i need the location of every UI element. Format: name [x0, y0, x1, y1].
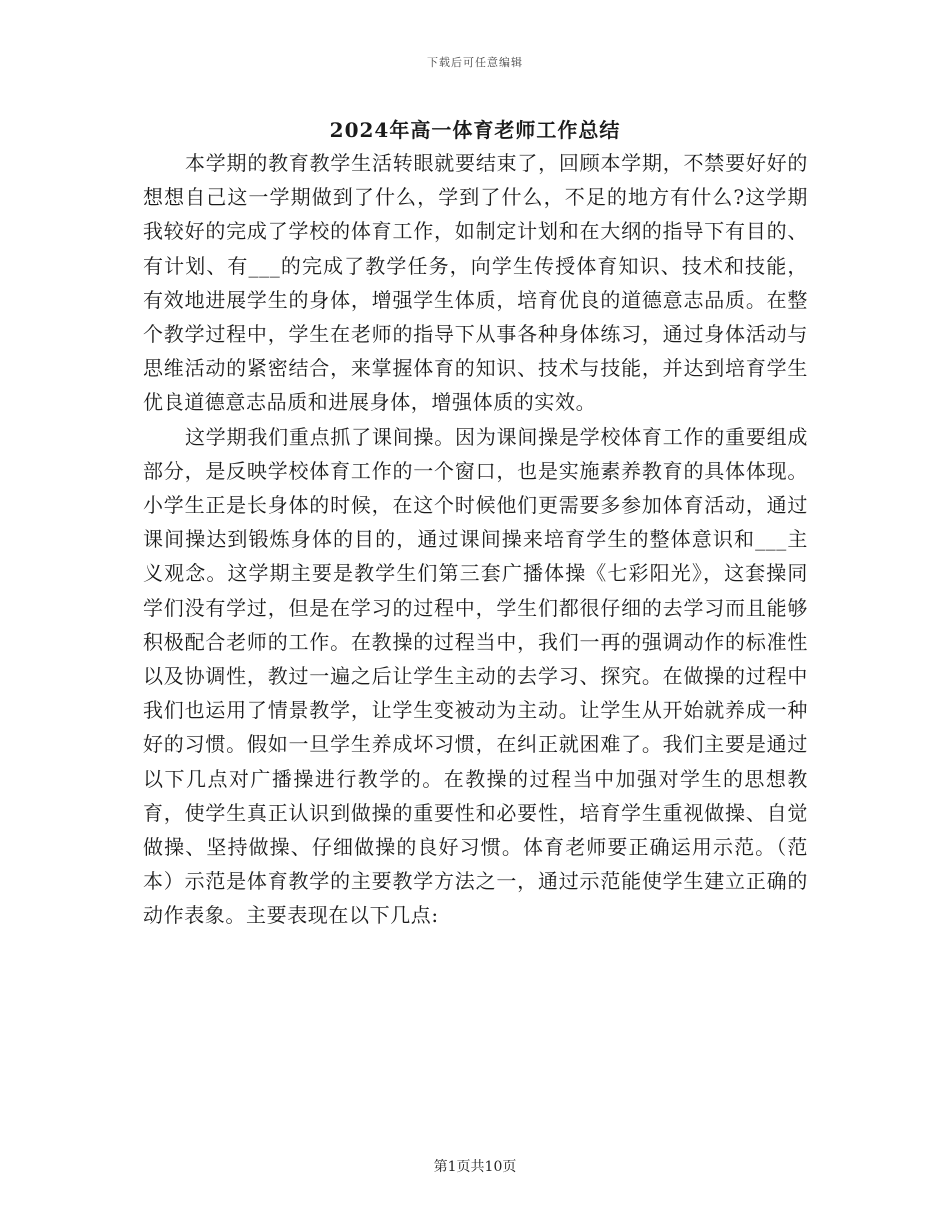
document-title: 2024年高一体育老师工作总结 [329, 118, 621, 142]
header-note: 下载后可任意编辑 [427, 56, 523, 69]
page-number: 第1页共10页 [433, 1159, 517, 1175]
paragraph: 这学期我们重点抓了课间操。因为课间操是学校体育工作的重要组成部分，是反映学校体育工作的一个窗口，也是实施素养教育的具体体现。小学生正是长身体的时候，在这个时候他们更需要多参加体育活动，通过课间操达到锻炼身体的目的，通过课间操来培育学生的整体意识和___主义观念。这学期主要是教学生们第三套广播体操《七彩阳光》，这套操同学们没有学过，但是在学习的过程中，学生们都很仔细的去学习而且能够积极配合老师的工作。在教操的过程当中，我们一再的强调动作的标准性以及协调性，教过一遍之后让学生主动的去学习、探究。在做操的过程中我们也运用了情景教学，让学生变被动为主动。让学生从开始就养成一种好的习惯。假如一旦学生养成坏习惯，在纠正就困难了。我们主要是通过以下几点对广播操进行教学的。在教操的过程当中加强对学生的思想教育，使学生真正认识到做操的重要性和必要性，培育学生重视做操、自觉做操、坚持做操、仔细做操的良好习惯。体育老师要正确运用示范。（范本）示范是体育教学的主要教学方法之一，通过示范能使学生建立正确的动作表象。主要表现在以下几点: [143, 424, 808, 928]
document-body [143, 146, 808, 933]
paragraph: 本学期的教育教学生活转眼就要结束了，回顾本学期，不禁要好好的想想自己这一学期做到了什么，学到了什么，不足的地方有什么?这学期我较好的完成了学校的体育工作，如制定计划和在大纲的指导下有目的、有计划、有___的完成了教学任务，向学生传授体育知识、技术和技能，有效地进展学生的身体，增强学生体质，培育优良的道德意志品质。在整个教学过程中，学生在老师的指导下从事各种身体练习，通过身体活动与思维活动的紧密结合，来掌握体育的知识、技术与技能，并达到培育学生优良道德意志品质和进展身体，增强体质的实效。 [143, 151, 808, 415]
